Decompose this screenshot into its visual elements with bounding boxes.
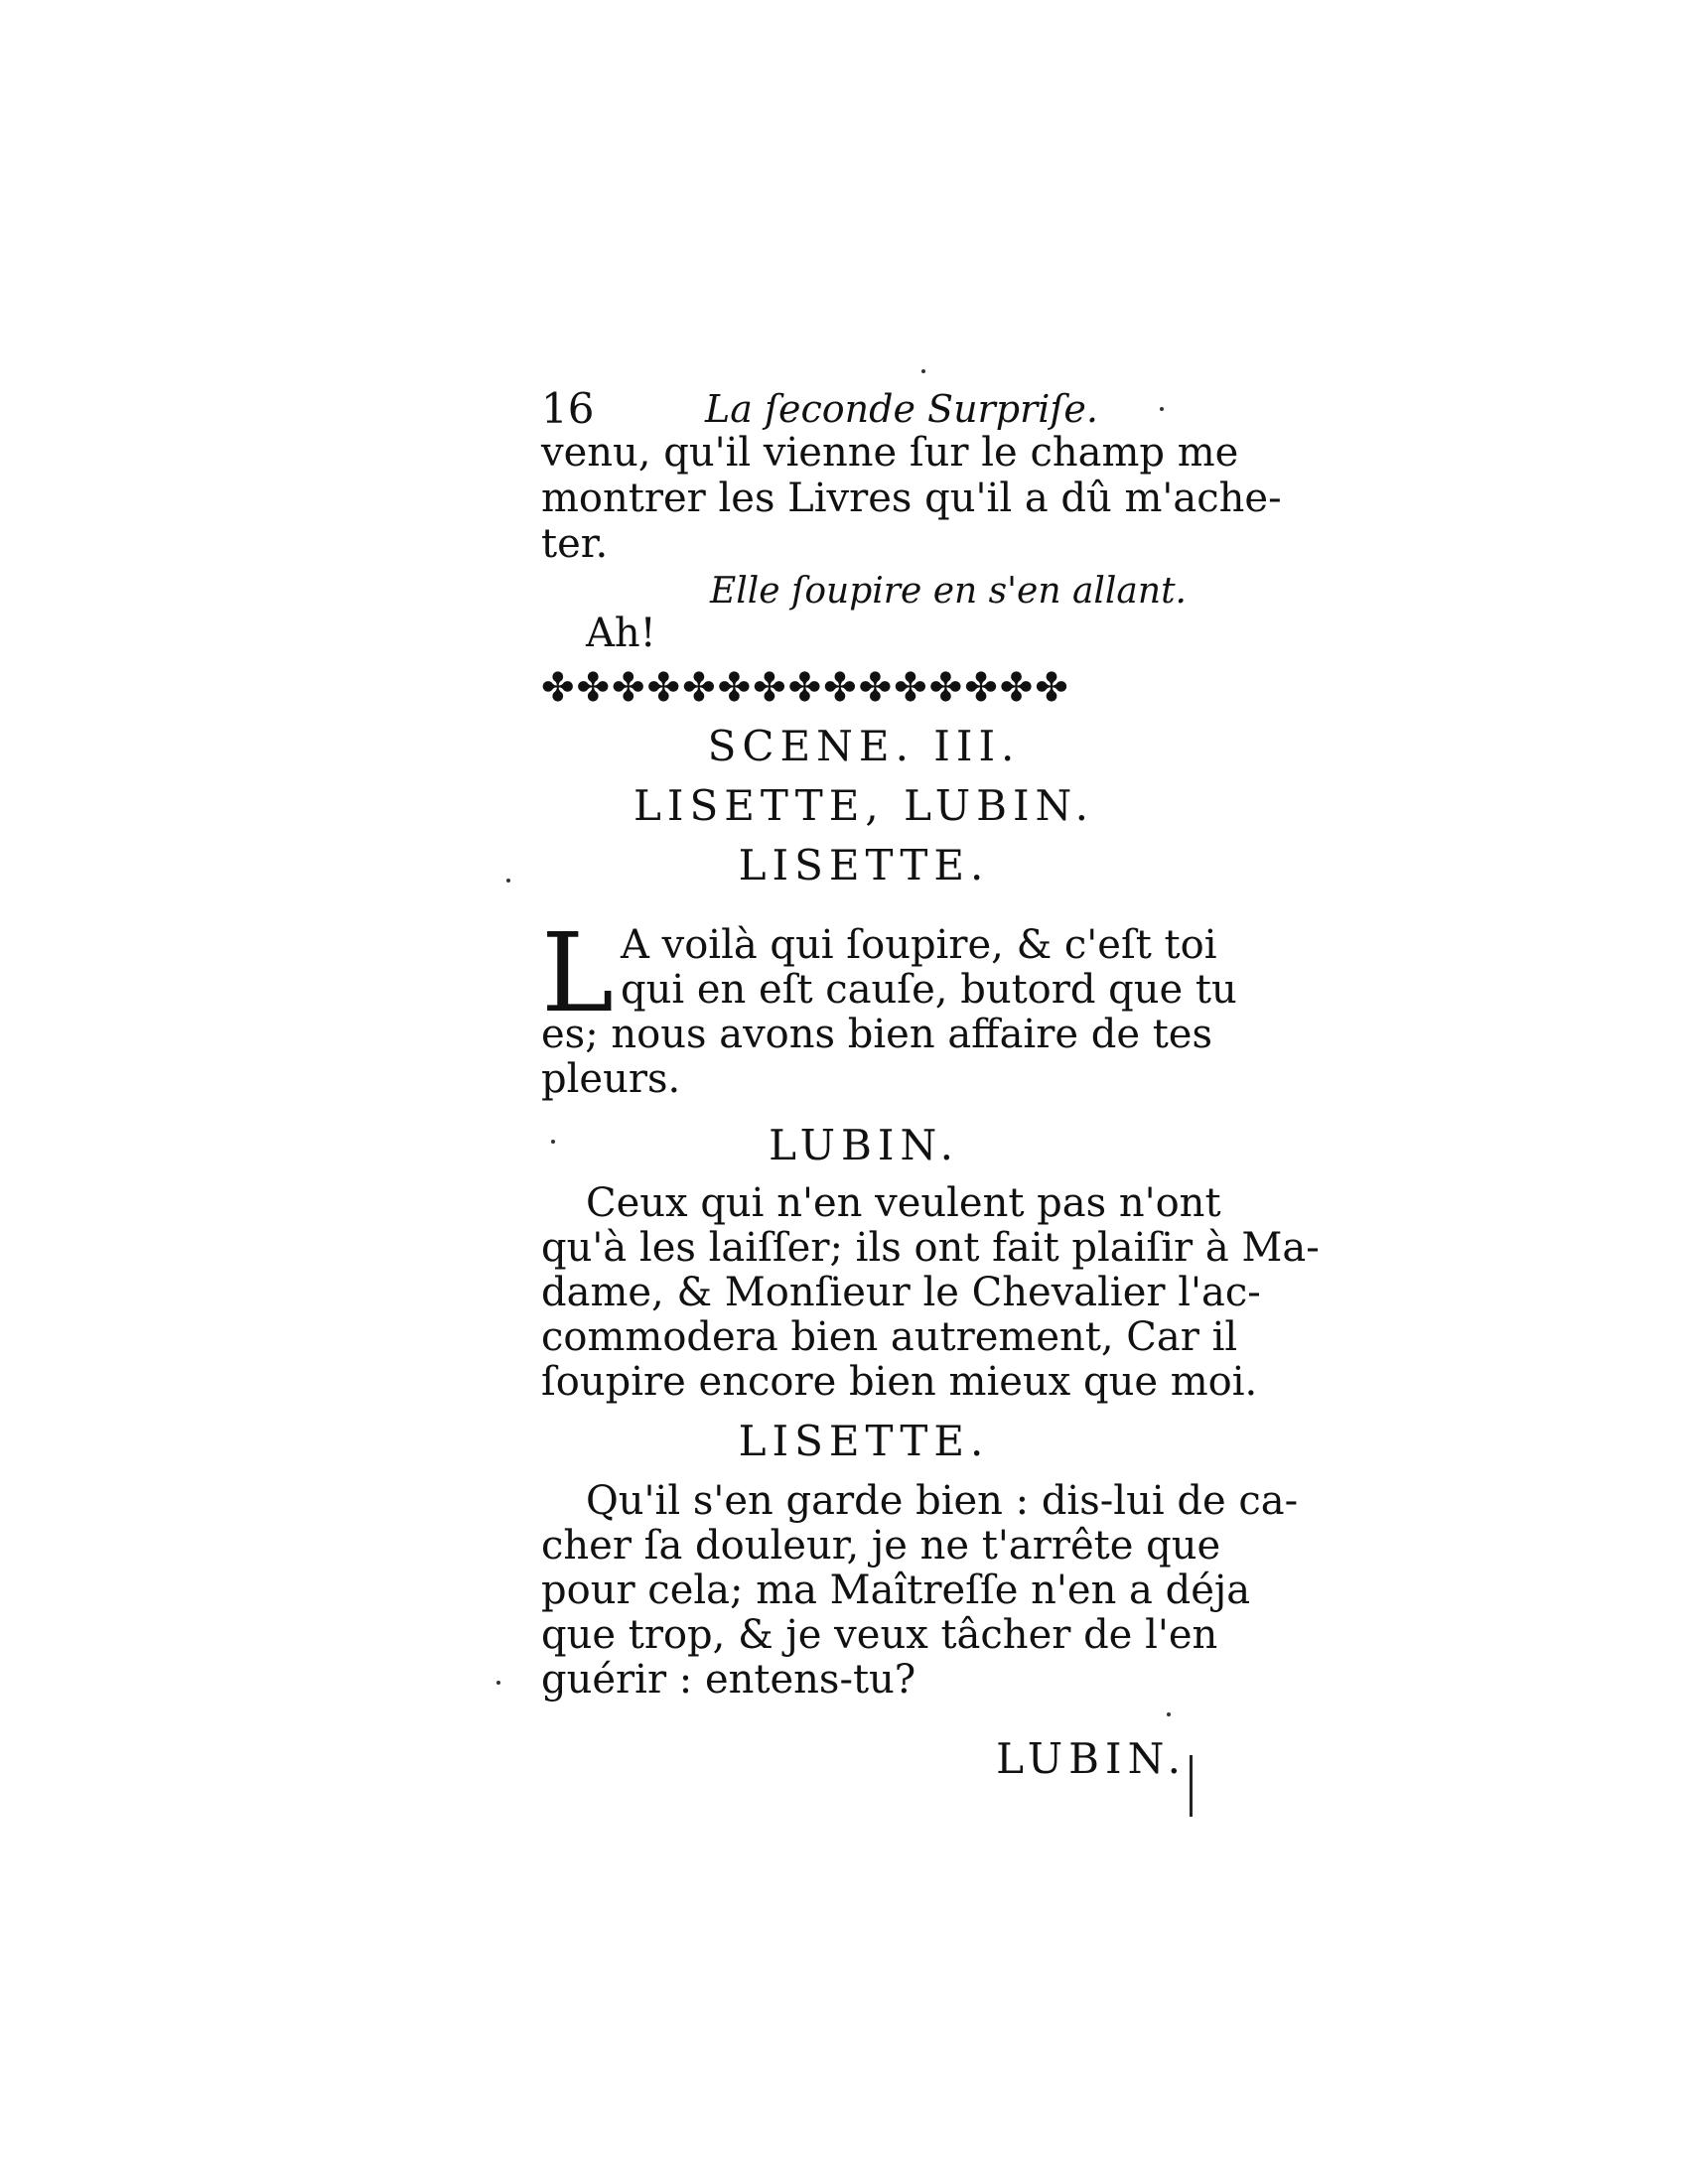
ornament-band: ✤✤✤✤✤✤✤✤✤✤✤✤✤✤✤ [541,665,1070,711]
speech-line: ſoupire encore bien mieux que moi. [541,1359,1258,1405]
speech-line: guérir : entens-tu? [541,1657,916,1703]
speech-line: dame, & Monſieur le Chevalier l'ac- [541,1270,1261,1315]
text-line: ter. [541,521,609,567]
text-line: venu, qu'il vienne ſur le champ me [541,430,1239,476]
speaker-name: LISETTE. [738,1417,990,1465]
speech-line: qui en eſt cauſe, butord que tu [621,967,1237,1013]
speech-line: commodera bien autrement, Car il [541,1314,1238,1360]
scan-speck [1167,1712,1171,1716]
running-title: La ſeconde Surpriſe. [705,387,1098,431]
scene-heading: SCENE. III. [707,722,1021,770]
catchword: LUBIN. [996,1734,1187,1783]
speaker-name: LUBIN. [769,1121,959,1169]
drop-cap: L [541,909,615,1036]
speech-line: que trop, & je veux tâcher de l'en [541,1612,1218,1658]
stage-direction: Elle ſoupire en s'en allant. [709,571,1187,612]
scan-speck [921,369,925,373]
scan-speck [506,879,510,883]
speech-line: Qu'il s'en garde bien : dis-lui de ca- [586,1478,1299,1524]
scan-margin-mark [1190,1755,1193,1817]
text-line: montrer les Livres qu'il a dû m'ache- [541,476,1282,521]
exclamation: Ah! [586,611,656,656]
scan-speck [496,1681,500,1685]
speech-line: A voilà qui ſoupire, & c'eſt toi [621,922,1217,968]
page-number: 16 [541,384,595,433]
scan-speck [551,1140,555,1144]
scan-speck [1160,407,1164,411]
speech-line: pour cela; ma Maîtreſſe n'en a déja [541,1568,1251,1613]
speech-line: cher ſa douleur, je ne t'arrête que [541,1523,1221,1569]
character-list: LISETTE, LUBIN. [633,781,1094,830]
speech-line: Ceux qui n'en veulent pas n'ont [586,1180,1221,1226]
speaker-name: LISETTE. [738,841,990,889]
speech-line: es; nous avons bien affaire de tes [541,1012,1212,1057]
speech-line: pleurs. [541,1056,681,1102]
speech-line: qu'à les laiſſer; ils ont fait plaiſir à Ma- [541,1225,1320,1271]
